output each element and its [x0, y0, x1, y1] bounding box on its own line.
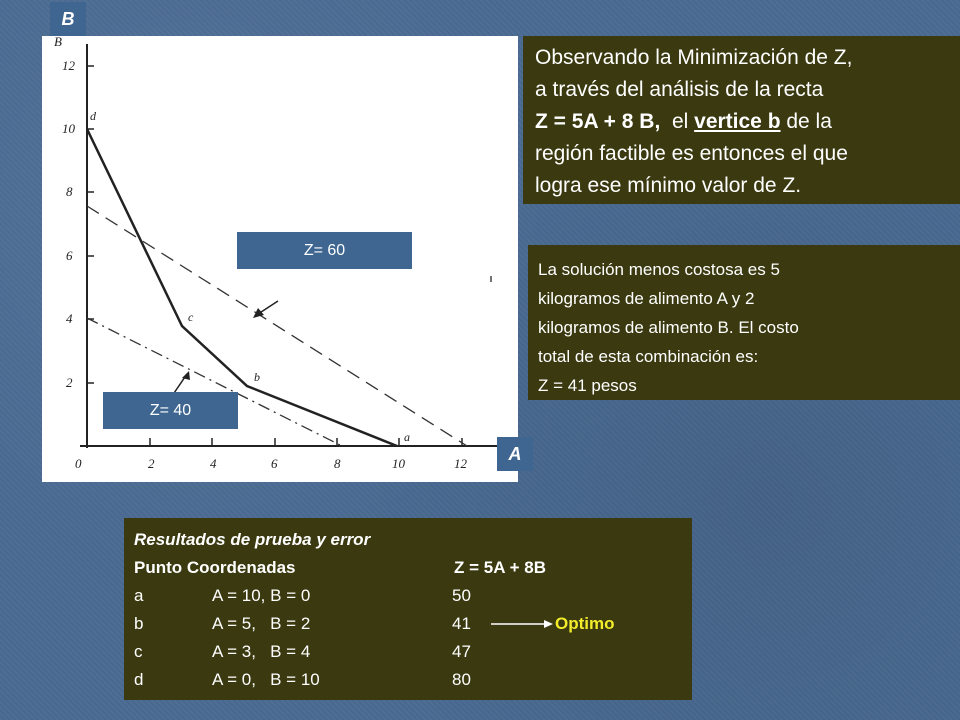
row-coords: A = 0, B = 10	[212, 670, 320, 689]
row-coords: A = 5, B = 2	[212, 614, 311, 633]
y-tick-label: 6	[66, 248, 73, 263]
y-axis-tag: B	[50, 2, 86, 36]
explanation-text: de la	[780, 110, 832, 133]
row-z: 80	[452, 670, 471, 689]
explanation-line: logra ese mínimo valor de Z.	[535, 174, 802, 197]
y-tick-label: 2	[66, 375, 73, 390]
x-tick-label: 10	[392, 456, 405, 471]
explanation-line	[535, 106, 960, 138]
row-coords: A = 10, B = 0	[212, 586, 311, 605]
results-heading: Resultados de prueba y error	[134, 530, 371, 549]
explanation-box	[523, 36, 960, 204]
row-z: 47	[452, 642, 471, 661]
x-axis-tag: A	[497, 437, 533, 471]
row-coords: A = 3, B = 4	[212, 642, 311, 661]
z40-label: Z= 40	[103, 392, 238, 429]
solution-line: Z = 41 pesos	[538, 376, 637, 395]
optimal-arrow-head	[544, 620, 553, 628]
results-box	[124, 518, 692, 700]
y-axis-letter: B	[54, 36, 62, 49]
solution-line: La solución menos costosa es 5	[538, 260, 780, 279]
x-tick-label: 0	[75, 456, 82, 471]
explanation-line: región factible es entonces el que	[535, 142, 848, 165]
optimal-arrow	[489, 610, 559, 638]
explanation-text: el	[660, 110, 695, 133]
results-header-row	[134, 554, 692, 582]
y-tick-label: 10	[62, 121, 75, 136]
x-tick-label: 6	[271, 456, 278, 471]
table-row	[134, 638, 692, 666]
y-tick-label: 4	[66, 311, 73, 326]
point-label-c: c	[188, 310, 194, 324]
x-tick-label: 12	[454, 456, 467, 471]
z60-label: Z= 60	[237, 232, 412, 269]
y-tick-label: 8	[66, 184, 73, 199]
header-point-coordinates: Punto Coordenadas	[134, 558, 296, 577]
point-label-a: a	[404, 430, 410, 444]
explanation-line: Observando la Minimización de Z,	[535, 46, 853, 69]
row-point: d	[134, 670, 144, 689]
row-z: 41	[452, 614, 471, 633]
solution-box	[528, 245, 960, 400]
x-tick-label: 2	[148, 456, 155, 471]
row-point: b	[134, 614, 144, 633]
x-tick-label: 8	[334, 456, 341, 471]
row-z: 50	[452, 586, 471, 605]
y-tick-label: 12	[62, 58, 75, 73]
header-z: Z = 5A + 8B	[454, 558, 546, 577]
row-point: a	[134, 586, 144, 605]
table-row	[134, 582, 692, 610]
table-row	[134, 666, 692, 694]
point-label-b: b	[254, 370, 260, 384]
solution-line: kilogramos de alimento A y 2	[538, 289, 755, 308]
explanation-line: a través del análisis de la recta	[535, 78, 824, 101]
optimal-vertex: vertice b	[694, 110, 781, 133]
solution-line: kilogramos de alimento B. El costo	[538, 318, 799, 337]
solution-line: total de esta combinación es:	[538, 347, 759, 366]
optimal-label: Optimo	[555, 614, 615, 633]
objective-formula: Z = 5A + 8 B,	[535, 110, 661, 133]
x-tick-label: 4	[210, 456, 217, 471]
point-label-d: d	[90, 109, 96, 123]
table-row	[134, 610, 692, 638]
row-point: c	[134, 642, 143, 661]
